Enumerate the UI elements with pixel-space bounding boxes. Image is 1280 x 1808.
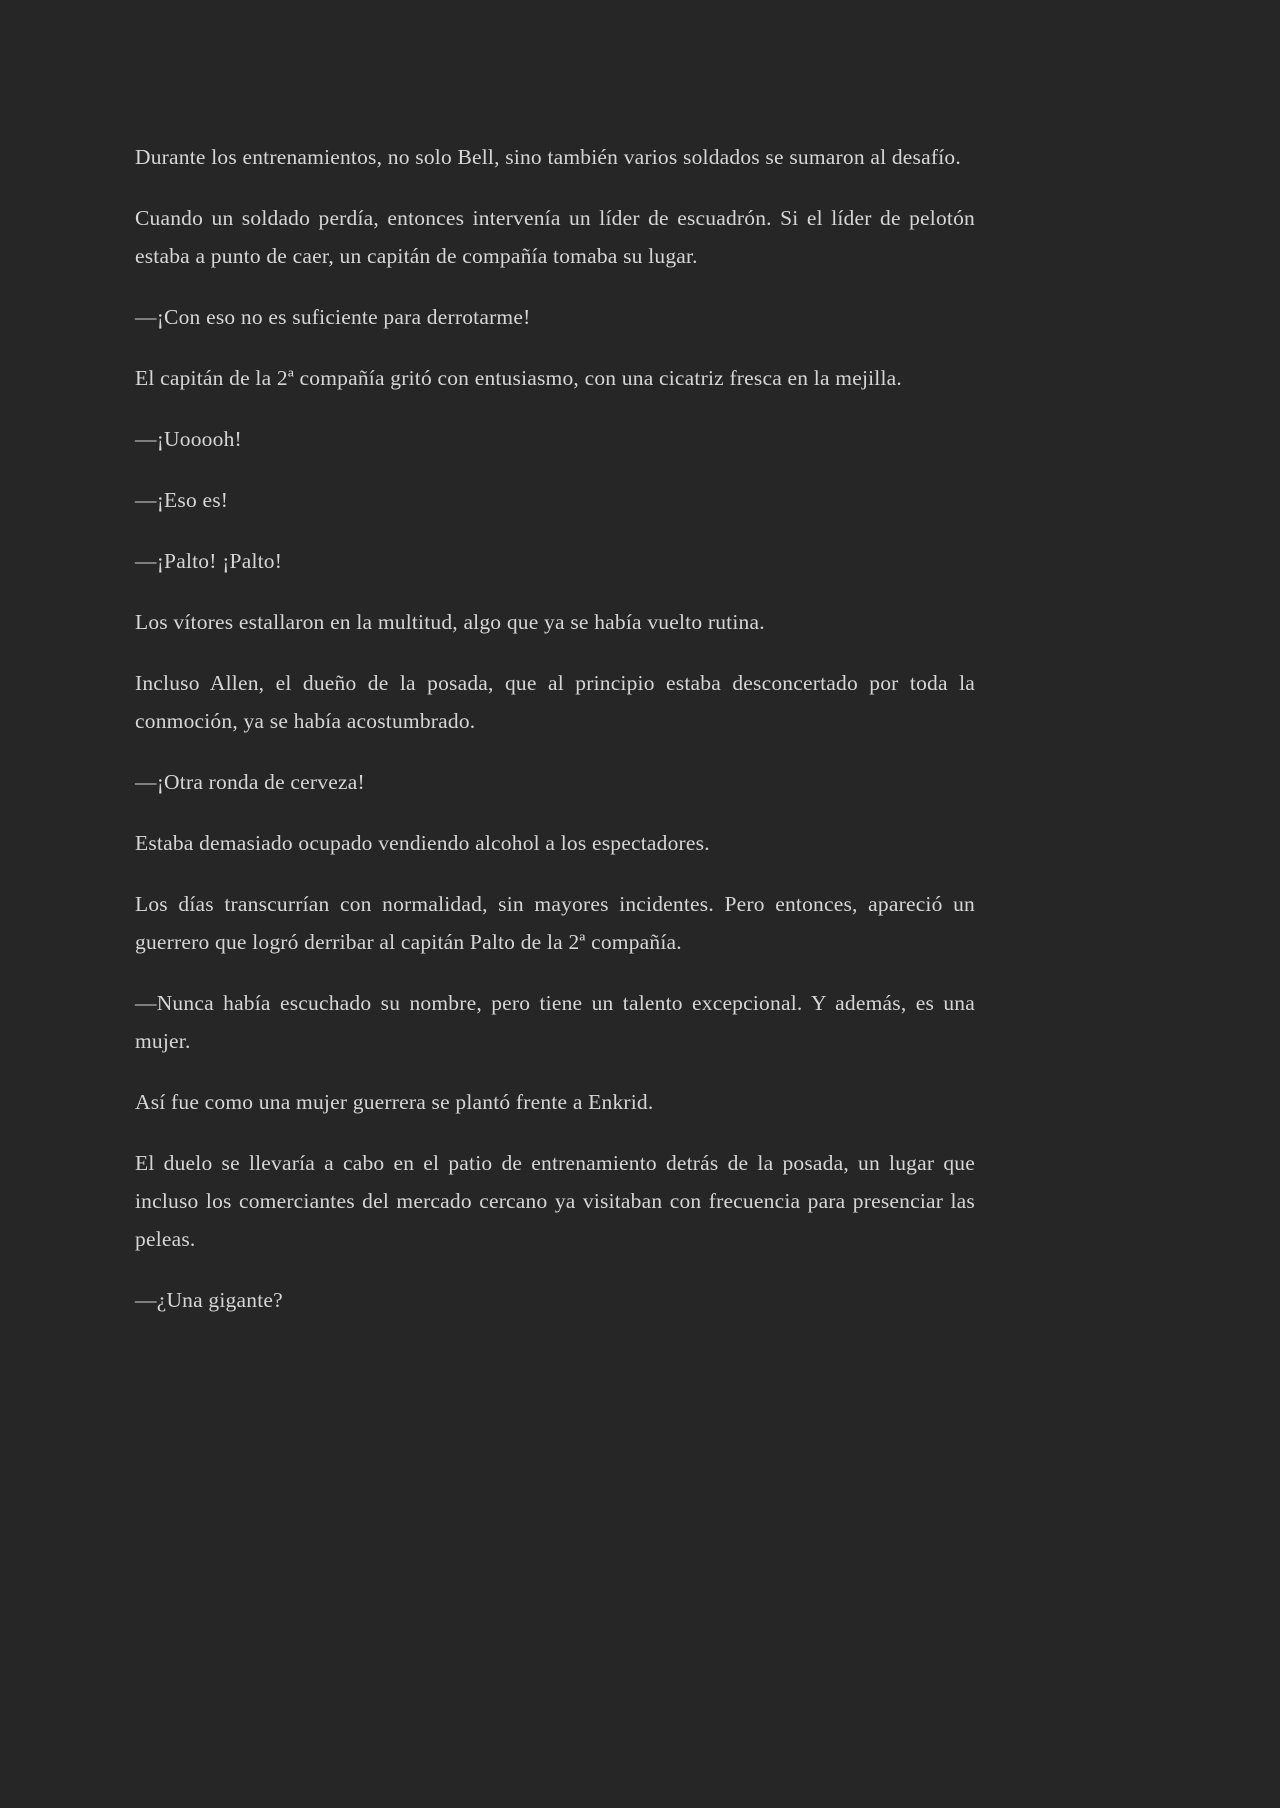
paragraph: Cuando un soldado perdía, entonces intervenía un líder de escuadrón. Si el líder de pelotón estaba a punto de caer, un capitán de compañía tomaba su lugar. — [135, 206, 975, 268]
paragraph: Así fue como una mujer guerrera se plantó frente a Enkrid. — [135, 1090, 654, 1114]
paragraph: Incluso Allen, el dueño de la posada, que al principio estaba desconcertado por toda la conmoción, ya se había acostumbrado. — [135, 671, 975, 733]
reader-page — [135, 0, 975, 1319]
paragraph-dialogue: —¡Con eso no es suficiente para derrotarme! — [135, 305, 531, 329]
paragraph-dialogue: —¡Uooooh! — [135, 427, 242, 451]
paragraph-dialogue: —¿Una gigante? — [135, 1288, 283, 1312]
paragraph: Los días transcurrían con normalidad, sin mayores incidentes. Pero entonces, apareció un guerrero que logró derribar al capitán Palto de la 2ª compañía. — [135, 892, 975, 954]
paragraph: El capitán de la 2ª compañía gritó con entusiasmo, con una cicatriz fresca en la mejilla. — [135, 366, 902, 390]
paragraph-dialogue: —Nunca había escuchado su nombre, pero tiene un talento excepcional. Y además, es una mujer. — [135, 991, 975, 1053]
chapter-text — [135, 138, 975, 1319]
paragraph: Los vítores estallaron en la multitud, algo que ya se había vuelto rutina. — [135, 610, 765, 634]
paragraph: Durante los entrenamientos, no solo Bell, sino también varios soldados se sumaron al desafío. — [135, 145, 961, 169]
paragraph: El duelo se llevaría a cabo en el patio de entrenamiento detrás de la posada, un lugar que incluso los comerciantes del mercado cercano ya visitaban con frecuencia para presenciar las peleas. — [135, 1151, 975, 1251]
paragraph: Estaba demasiado ocupado vendiendo alcohol a los espectadores. — [135, 831, 710, 855]
paragraph-dialogue: —¡Otra ronda de cerveza! — [135, 770, 365, 794]
paragraph-dialogue: —¡Palto! ¡Palto! — [135, 549, 283, 573]
paragraph-dialogue: —¡Eso es! — [135, 488, 229, 512]
